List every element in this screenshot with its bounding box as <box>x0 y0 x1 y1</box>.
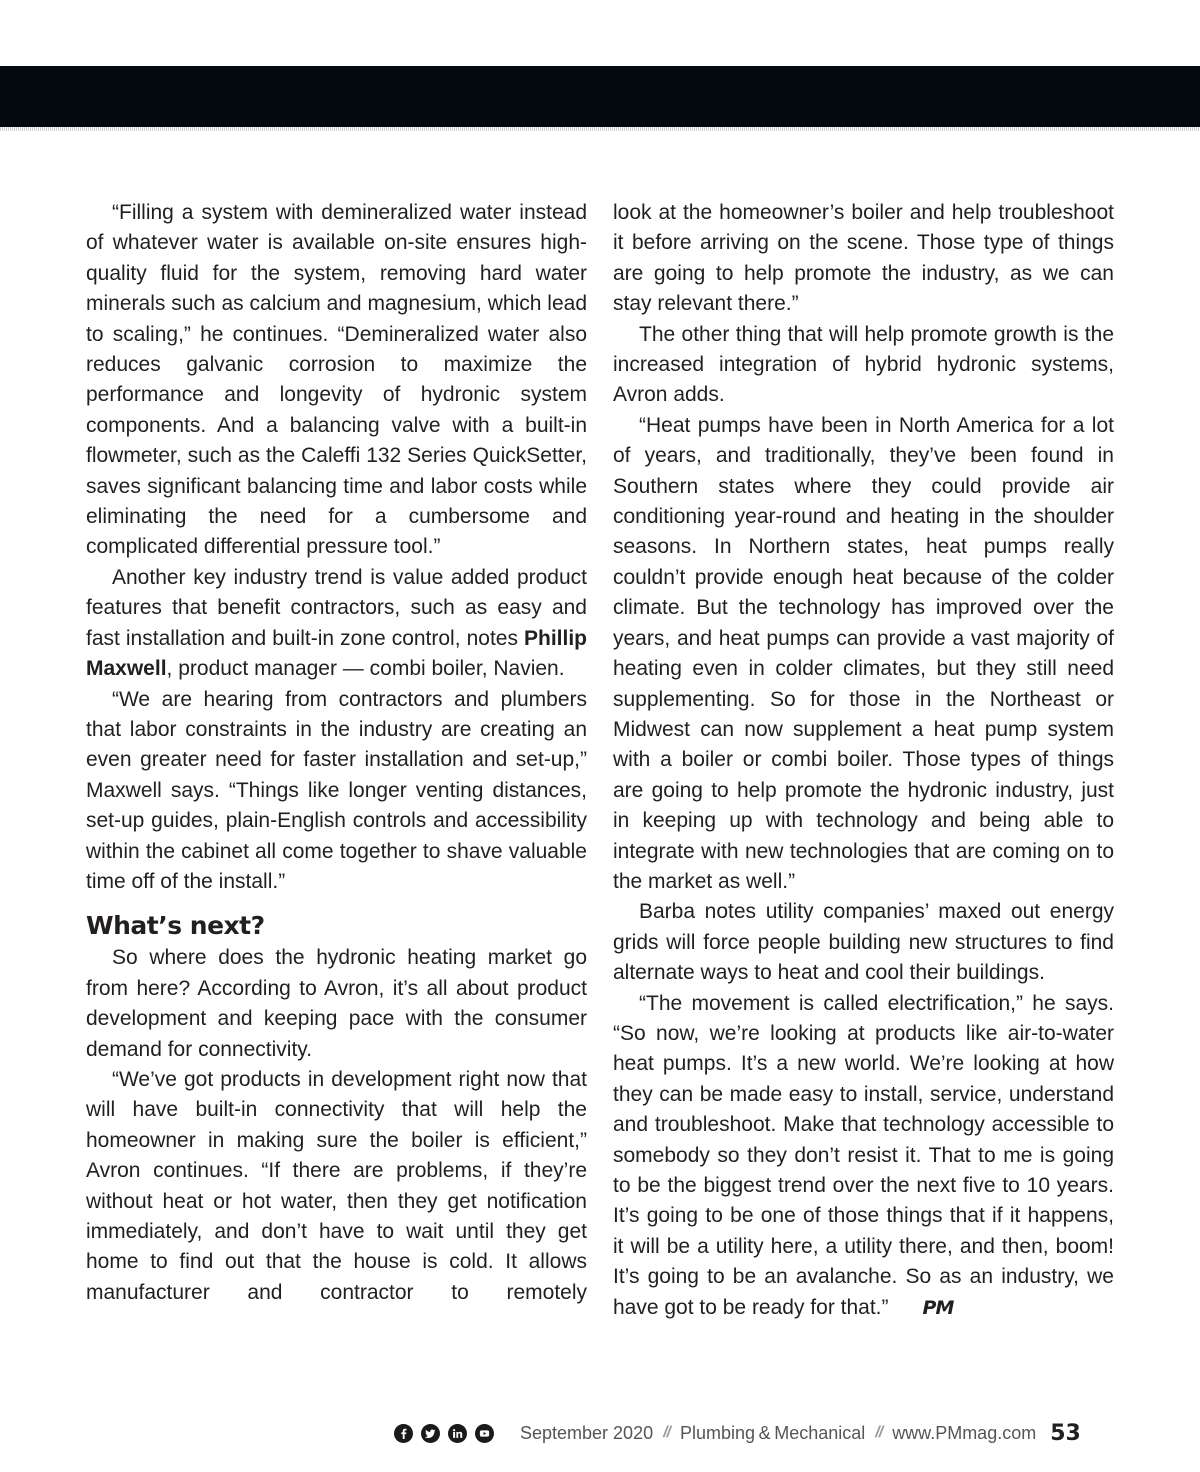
header-bar-edge <box>0 127 1200 131</box>
paragraph: “We are hearing from contractors and plumbers that labor constraints in the industry are creating an even greater need for faster installation and set-up,” Maxwell says. “Things like longer venting distances, set-up guides, plain-English controls and accessibility within the cabinet all come together to shave valuable time off of the install.” <box>86 687 587 893</box>
header-bar <box>0 66 1200 127</box>
social-icons <box>394 1424 494 1443</box>
paragraph <box>613 989 1114 1323</box>
paragraph-text: “The movement is called electrification,” he says. “So now, we’re looking at products like air-to-water heat pumps. It’s a new world. We’re looking at how they can be made easy to install, service, understand and troubleshoot. Make that technology accessible to somebody so they don’t resist it. That to me is going to be the biggest trend over the next five to 10 years. It’s going to be one of those things that if it happens, it will be a utility here, a utility there, and then, boom! It’s going to be an avalanche. So as an industry, we have got to be ready for that.” <box>613 991 1114 1319</box>
twitter-icon[interactable] <box>421 1424 440 1443</box>
paragraph <box>86 563 587 685</box>
pm-end-mark: PM <box>922 1296 954 1319</box>
magazine-name: Plumbing & Mechanical <box>679 1422 866 1443</box>
paragraph-text: , product manager — combi boiler, Navien. <box>166 657 565 681</box>
paragraph: “Heat pumps have been in North America for a lot of years, and traditionally, they’ve been found in Southern states where they could provide air conditioning year-round and heating in the shoulder seasons. In Northern states, heat pumps really couldn’t provide enough heat because of the colder climate. But the technology has improved over the years, and heat pumps can provide a vast majority of heating even in colder climates, but they still need supplementing. So for those in the Northeast or Midwest can now supplement a heat pump system with a boiler or combi boiler. Those types of things are going to help promote the hydronic industry, just in keeping up with technology and being able to integrate with new technologies that are coming on to the market as well.” <box>613 413 1114 893</box>
paragraph: The other thing that will help promote growth is the increased integration of hybrid hydronic systems, Avron adds. <box>613 322 1114 407</box>
section-heading: What’s next? <box>86 911 265 941</box>
separator: // <box>875 1424 883 1441</box>
linkedin-icon[interactable] <box>448 1424 467 1443</box>
page-footer <box>394 1417 1116 1449</box>
website-link[interactable]: www.PMmag.com <box>892 1422 1037 1443</box>
right-column <box>613 198 1114 1323</box>
issue-date: September 2020 <box>520 1422 654 1443</box>
paragraph: “We’ve got products in development right now that will have built-in connectivity that will help the homeowner in making sure the boiler is efficient,” Avron continues. “If there are problems, if they’re without heat or hot water, then they get notification immediately, and don’t have to wait until they get home to find out that the house is cold. It allows manufacturer and contractor to remotely <box>86 1067 587 1304</box>
youtube-icon[interactable] <box>475 1424 494 1443</box>
page-number: 53 <box>1050 1420 1081 1446</box>
paragraph: So where does the hydronic heating market go from here? According to Avron, it’s all about product development and keeping pace with the consumer demand for connectivity. <box>86 946 587 1061</box>
paragraph: Barba notes utility companies’ maxed out energy grids will force people building new structures to find alternate ways to heat and cool their buildings. <box>613 900 1114 985</box>
left-column <box>86 198 587 1308</box>
separator: // <box>663 1424 670 1441</box>
facebook-icon[interactable] <box>394 1424 413 1443</box>
paragraph: “Filling a system with demineralized water instead of whatever water is available on-site ensures high-quality fluid for the system, removing hard water minerals such as calcium and magnesium, which lead to scaling,” he continues. “Demineralized water also reduces galvanic corrosion to maximize the performance and longevity of hydronic system components. And a balancing valve with a built-in flowmeter, such as the Caleffi 132 Series QuickSetter, saves significant balancing time and labor costs while eliminating the need for a cumbersome and complicated differential pressure tool.” <box>86 201 587 559</box>
paragraph-text: Another key industry trend is value added product features that benefit contractors, such as easy and fast installation and built-in zone control, notes <box>86 565 587 650</box>
person-name: Phillip Maxwell <box>86 626 587 681</box>
paragraph: look at the homeowner’s boiler and help troubleshoot it before arriving on the scene. Those type of things are going to help promote the industry, as we can stay relevant there.” <box>613 201 1114 316</box>
